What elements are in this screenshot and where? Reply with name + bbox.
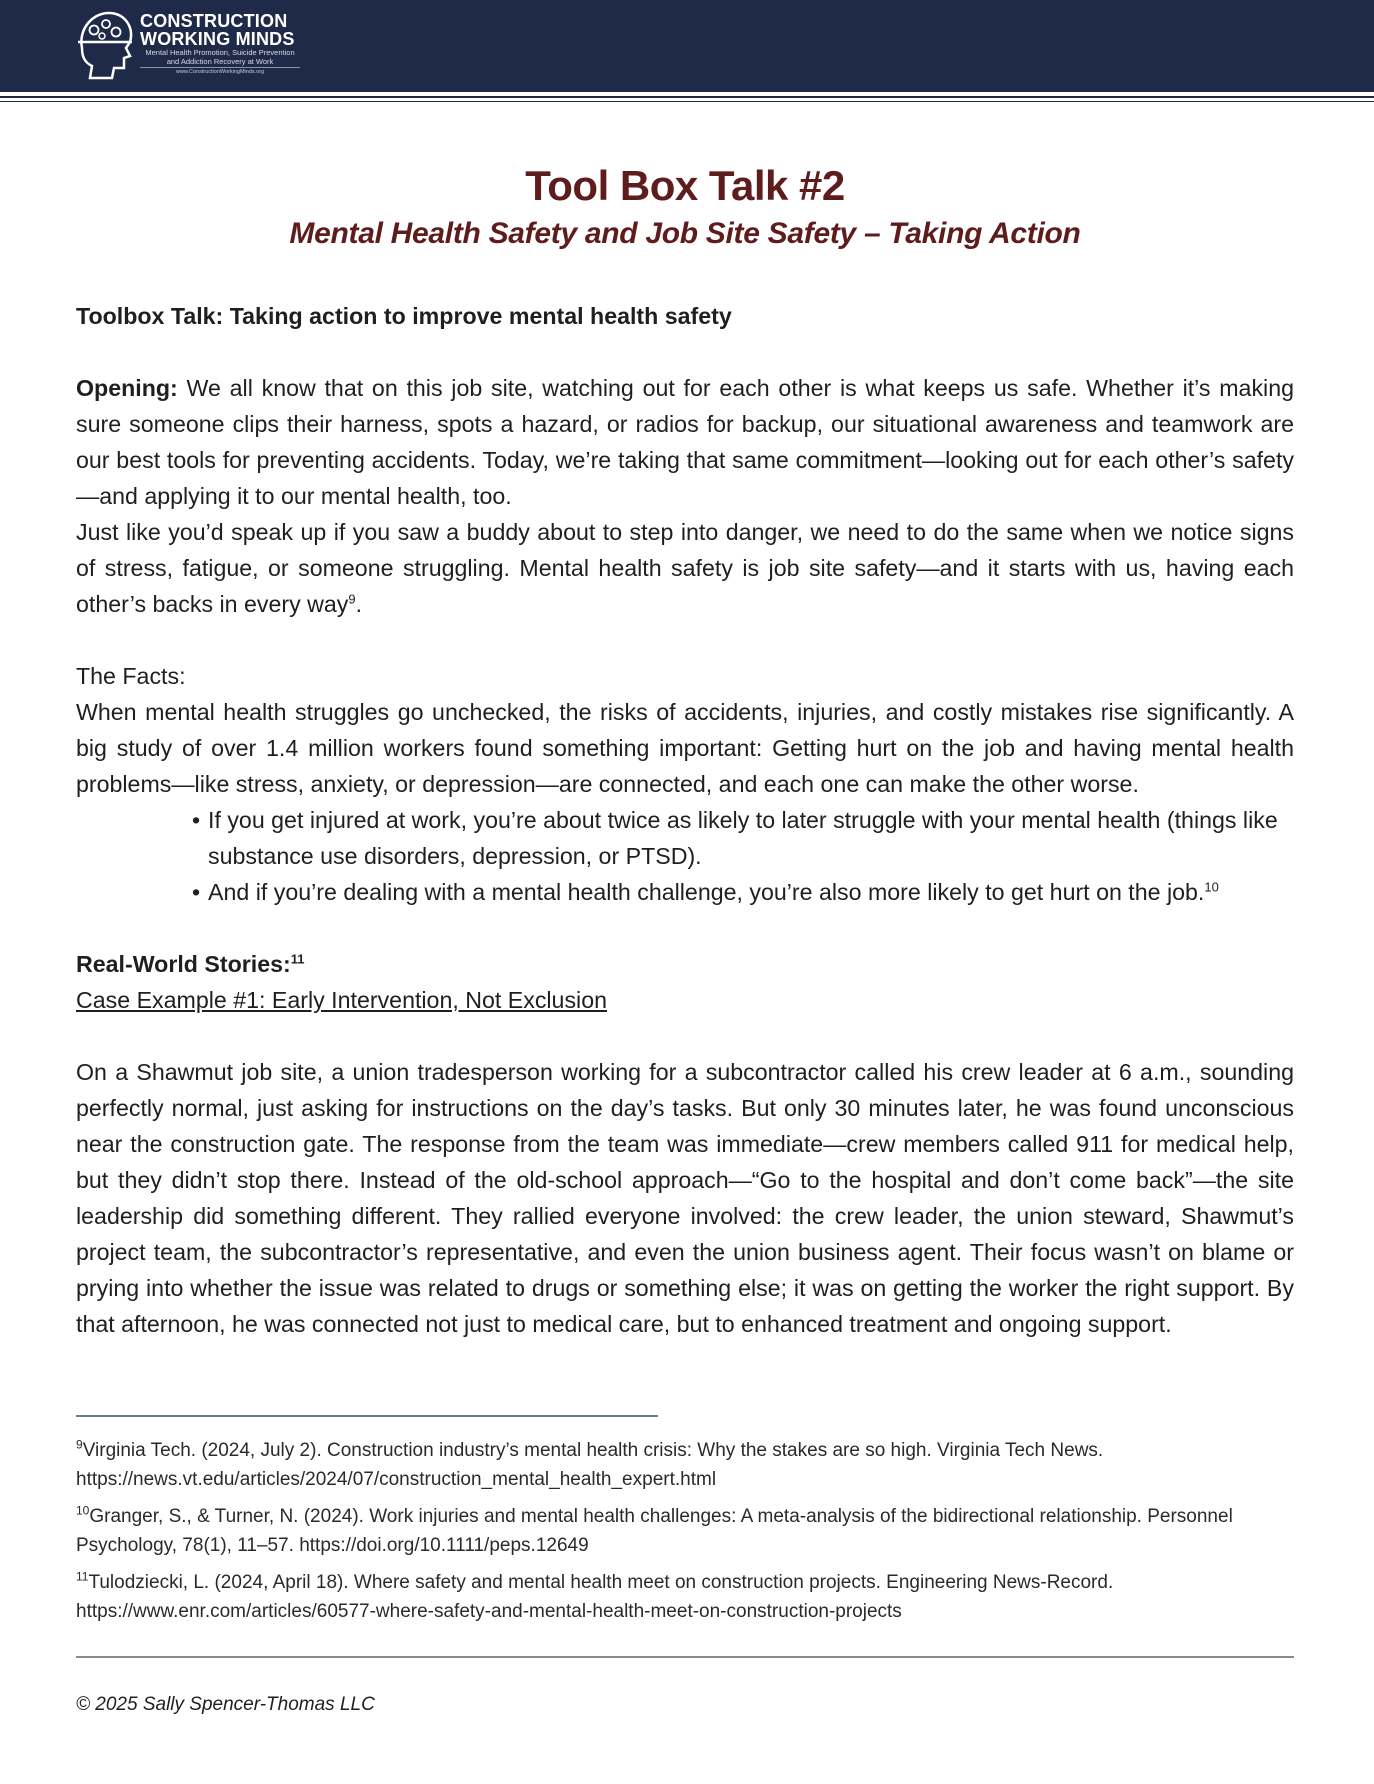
footnote-ref-11[interactable]: 11 xyxy=(290,951,305,967)
footnote-ref-9[interactable]: 9 xyxy=(348,591,356,607)
list-item xyxy=(192,874,1294,910)
footnotes xyxy=(76,1436,1300,1634)
stories-heading-text: Real-World Stories: xyxy=(76,951,291,977)
footnote-text: Virginia Tech. (2024, July 2). Construction industry’s mental health crisis: Why the stakes are so high. Virginia Tech News. https://news.vt.edu/articles/2024/07/construction_mental_health_expert.html xyxy=(76,1440,1104,1490)
logo-line-1: CONSTRUCTION xyxy=(140,11,288,31)
logo[interactable] xyxy=(72,8,312,86)
header-rule-thin xyxy=(0,101,1374,102)
bullet-text-1: If you get injured at work, you’re about twice as likely to later struggle with your mental health (things like substance use disorders, depression, or PTSD). xyxy=(208,807,1278,869)
footnote-number: 11 xyxy=(76,1569,89,1584)
footer-divider xyxy=(76,1656,1294,1658)
document-body xyxy=(76,150,1294,1342)
bullet-text-2: And if you’re dealing with a mental health challenge, you’re also more likely to get hurt on the job. xyxy=(208,879,1205,905)
footnote-10 xyxy=(76,1502,1300,1560)
case-example-paragraph: On a Shawmut job site, a union tradesperson working for a subcontractor called his crew leader at 6 a.m., sounding perfectly normal, just asking for instructions on the day’s tasks. But only 30 minutes later, he was found unconscious near the construction gate. The response from the team was immediate—crew members called 911 for medical help, but they didn’t stop there. Instead of the old-school approach—“Go to the hospital and don’t come back”—the site leadership did something different. They rallied everyone involved: the crew leader, the union steward, Shawmut’s project team, the subcontractor’s representative, and even the union business agent. Their focus wasn’t on blame or prying into whether the issue was related to drugs or something else; it was on getting the worker the right support. By that afternoon, he was connected not just to medical care, but to enhanced treatment and ongoing support. xyxy=(76,1059,1294,1337)
hardhat-head-logo-icon xyxy=(72,8,138,82)
logo-url: www.ConstructionWorkingMinds.org xyxy=(140,67,300,76)
logo-tagline-1: Mental Health Promotion, Suicide Prevention xyxy=(145,48,295,57)
opening-label: Opening: xyxy=(76,375,178,401)
opening-text: We all know that on this job site, watching out for each other is what keeps us safe. Whether it’s making sure someone clips their harness, spots a hazard, or radios for backup, our situational awareness and teamwork are our best tools for preventing accidents. Today, we’re taking that same commitment—looking out for each other’s safety—and applying it to our mental health, too. xyxy=(76,375,1294,509)
facts-heading: The Facts: xyxy=(76,663,186,689)
footnote-ref-10[interactable]: 10 xyxy=(1204,879,1219,895)
case-example-title: Case Example #1: Early Intervention, Not Exclusion xyxy=(76,987,607,1013)
facts-bullet-list xyxy=(76,802,1294,910)
footnote-text: Granger, S., & Turner, N. (2024). Work injuries and mental health challenges: A meta-analysis of the bidirectional relationship. Personnel Psychology, 78(1), 11–57. https://doi.org/10.1111/peps.12649 xyxy=(76,1506,1233,1556)
stories-heading xyxy=(76,946,1294,982)
header-rule xyxy=(0,96,1374,98)
talk-heading: Toolbox Talk: Taking action to improve mental health safety xyxy=(76,303,732,329)
footnote-text: Tulodziecki, L. (2024, April 18). Where safety and mental health meet on construction projects. Engineering News-Record. https://www.enr.com/articles/60577-where-safety-and-mental-health-meet-on-construction-projects xyxy=(76,1572,1114,1622)
opening-text-2: Just like you’d speak up if you saw a buddy about to step into danger, we need to do the same when we notice signs of stress, fatigue, or someone struggling. Mental health safety is job site safety—and it starts with us, having each other’s backs in every way xyxy=(76,519,1294,617)
logo-wordmark xyxy=(140,12,300,76)
facts-paragraph: When mental health struggles go unchecked, the risks of accidents, injuries, and costly mistakes rise significantly. A big study of over 1.4 million workers found something important: Getting hurt on the job and having mental health problems—like stress, anxiety, or depression—are connected, and each one can make the other worse. xyxy=(76,699,1294,797)
page-title: Tool Box Talk #2 xyxy=(525,162,845,209)
footnote-divider xyxy=(76,1415,658,1417)
footnote-11 xyxy=(76,1568,1300,1626)
opening-text-2-end: . xyxy=(355,591,363,617)
footnote-number: 9 xyxy=(76,1437,83,1452)
footnote-number: 10 xyxy=(76,1503,90,1518)
page-subtitle: Mental Health Safety and Job Site Safety – Taking Action xyxy=(289,217,1081,250)
copyright-notice: © 2025 Sally Spencer-Thomas LLC xyxy=(76,1694,375,1715)
opening-paragraph-2 xyxy=(76,514,1294,622)
logo-line-2: WORKING MINDS xyxy=(140,29,295,49)
list-item xyxy=(192,802,1294,874)
footnote-9 xyxy=(76,1436,1300,1494)
opening-paragraph xyxy=(76,370,1294,514)
logo-tagline-2: and Addiction Recovery at Work xyxy=(166,57,274,66)
